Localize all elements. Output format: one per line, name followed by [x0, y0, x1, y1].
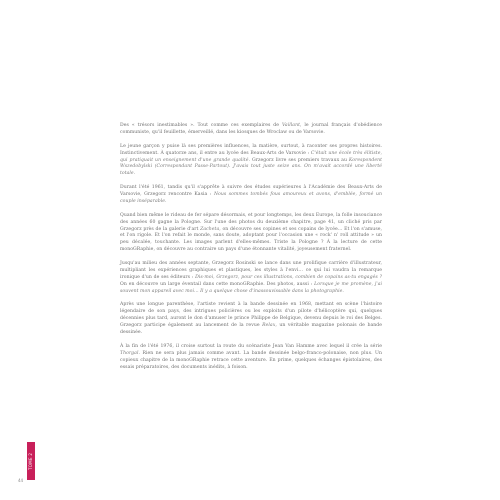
chapter-margin-tab-label: TOME 2: [28, 452, 33, 470]
page-number: 44: [18, 478, 24, 483]
text-column: [120, 123, 382, 378]
paragraph-5: Jusqu'au milieu des années septante, Grzegorz Rosinski se lance dans une prolifique carrière d'illustrateur, multipliant les expériences graphiques et plastiques, les styles à l'envi… ce qui lui vaudra la remarque ironique d'un de ses éditeurs : Dis-moi, Grzegorz, pour ces illustrations, combien de copains as-tu engagés ? On en découvre un large éventail dans cette monoGRaphie. Des photos, aussi : Lorsque je me promène, j'ai souvent mon appareil avec moi… Il y a quelque chose d'inassouvissable dans la photographie.: [120, 261, 382, 294]
paragraph-1: Des « trésors inestimables ». Tout comme ces exemplaires de Vaillant, le journal français d'obédience communiste, qu'il feuillette, émerveillé, dans les kiosques de Wroclaw ou de Varsovie.: [120, 123, 383, 135]
paragraph-6: Après une longue parenthèse, l'artiste revient à la bande dessinée en 1968, mettant en scène l'histoire légendaire de son pays, des intrigues policières ou les exploits d'un pilote d'hélicoptère qui, quelques décennies plus tard, auront le don d'amuser le prince Philippe de Belgique, devenu depuis le roi des Belges. Grzegorz participe également au lancement de la revue Relax, un véritable magazine polonais de bande dessinée.: [120, 302, 382, 336]
paragraph-3: Durant l'été 1961, tandis qu'il s'apprête à suivre des études supérieures à l'Académie des Beaux-Arts de Varsovie, Grzegorz rencontre Kasia : Nous sommes tombés fous amoureux et avons, d'emblée, formé un couple inséparable.: [120, 185, 382, 204]
paragraph-7: À la fin de l'été 1976, il croise surtout la route du scénariste Jean Van Hamme avec lequel il crée la série Thorgal. Rien ne sera plus jamais comme avant. La bande dessinée belgo-franco-polonaise, non plus. Un copieux chapitre de la monoGRaphie retrace cette aventure. En prime, quelques échanges épistolaires, des essais préparatoires, des documents inédits, à foison.: [120, 343, 382, 370]
paragraph-4: Quand bien même le rideau de fer sépare désormais, et pour longtemps, les deux Europe, la folle insouciance des années 60 gagne la Pologne. Sur l'une des photos du deuxième chapitre, page 41, un cliché pris par Grzegorz près de la galerie d'art Zacheta, on découvre ses copines et ses copains de lycée… Et l'on s'amuse, et l'on rigole. Et l'on refait le monde, sans doute, adoptant pour l'occasion une « rock' n' roll attitude » un peu décalée, touchante. Les images parlent d'elles-mêmes. Triste la Pologne ? À la lecture de cette monoGRaphie, on découvre au contraire un pays d'une étonnante vitalité, joyeusement fraternel.: [120, 212, 383, 253]
paragraph-2: Le jeune garçon y puise là ses premières influences, la matière, surtout, à raconter ses propres histoires. Instinctivement. À quatorze ans, il entre au lycée des Beaux-Arts de Varsovie : C'était une école très élitiste, qui pratiquait un enseignement d'une grande qualité. Grzegorz livre ses premiers travaux au Korespondent Wszedobylski (Correspondant Passe-Partout). J'avais tout juste seize ans. On m'avait accordé une liberté totale.: [120, 143, 382, 177]
